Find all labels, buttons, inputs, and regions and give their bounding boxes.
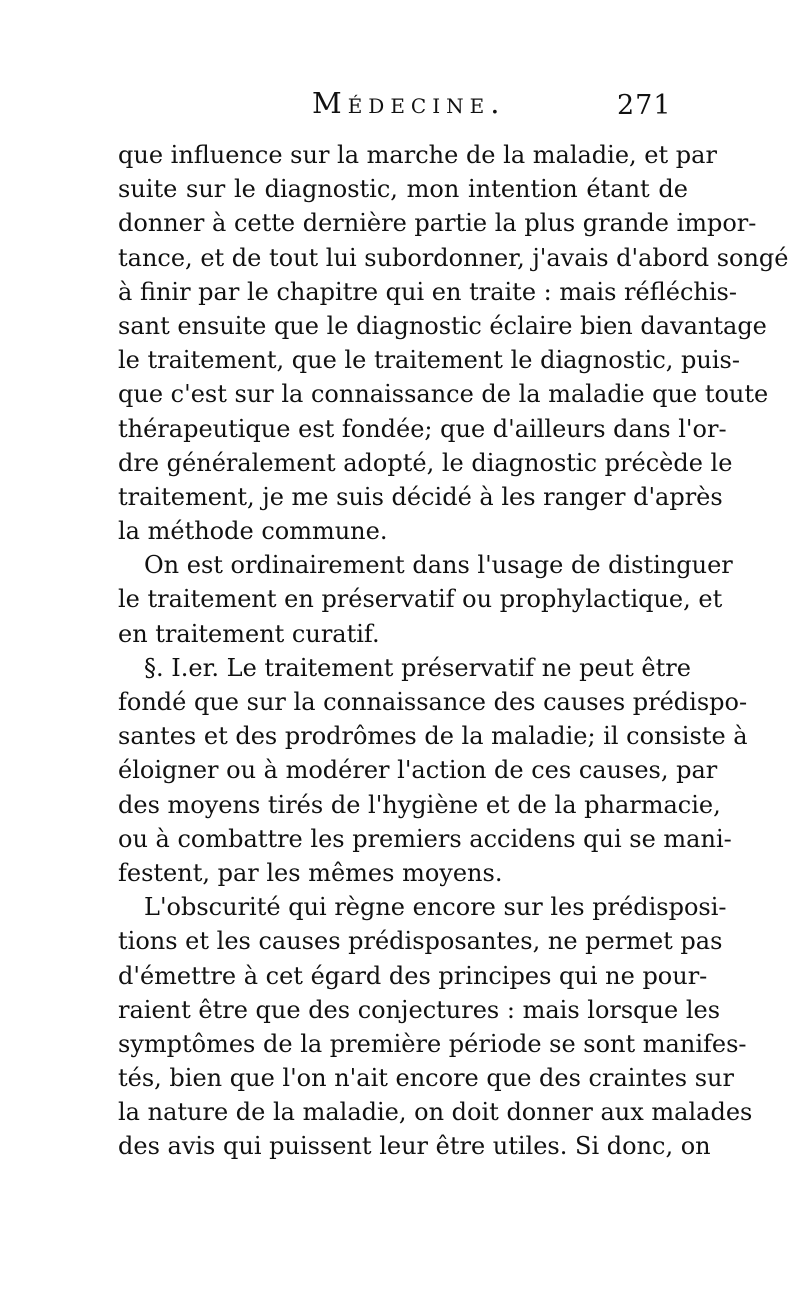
text-line: la nature de la maladie, on doit donner aux malades [118,1098,753,1127]
text-line: santes et des prodrômes de la maladie; il consiste à [118,722,748,751]
text-line: tance, et de tout lui subordonner, j'avais d'abord songé [118,243,789,272]
text-line: donner à cette dernière partie la plus grande impor- [118,209,757,238]
text-line: §. I.er. Le traitement préservatif ne peut être [144,653,691,682]
text-line: thérapeutique est fondée; que d'ailleurs dans l'or- [118,414,727,443]
text-line: On est ordinairement dans l'usage de distinguer [144,551,733,580]
text-line: que c'est sur la connaissance de la maladie que toute [118,380,769,409]
text-line: dre généralement adopté, le diagnostic précède le [118,448,733,477]
text-line: à finir par le chapitre qui en traite : mais réfléchis- [118,277,737,306]
text-line: traitement, je me suis décidé à les ranger d'après [118,482,723,511]
body-text [118,138,789,1164]
text-line: d'émettre à cet égard des principes qui ne pour- [118,961,708,990]
text-line: la méthode commune. [118,517,388,546]
text-line: tés, bien que l'on n'ait encore que des craintes sur [118,1064,734,1093]
page-number: 271 [617,90,672,121]
text-line: tions et les causes prédisposantes, ne permet pas [118,927,723,956]
text-line: éloigner ou à modérer l'action de ces causes, par [118,756,718,785]
text-line: en traitement curatif. [118,619,380,648]
text-line: le traitement, que le traitement le diagnostic, puis- [118,346,740,375]
text-line: fondé que sur la connaissance des causes prédispo- [118,688,748,716]
text-line: des moyens tirés de l'hygiène et de la pharmacie, [118,790,721,819]
text-line: sant ensuite que le diagnostic éclaire bien davantage [118,311,767,340]
text-line: des avis qui puissent leur être utiles. Si donc, on [118,1132,711,1161]
text-line: symptômes de la première période se sont manifes- [118,1029,747,1058]
text-line: que influence sur la marche de la maladie, et par [118,141,717,169]
text-line: le traitement en préservatif ou prophylactique, et [118,585,723,614]
text-line: suite sur le diagnostic, mon intention étant de [118,175,688,204]
running-title: Médecine. [312,86,506,120]
text-line: L'obscurité qui règne encore sur les prédisposi- [144,893,727,922]
text-line: festent, par les mêmes moyens. [118,858,503,887]
text-line: ou à combattre les premiers accidens qui se mani- [118,824,732,853]
running-head [0,86,800,126]
text-line: raient être que des conjectures : mais lorsque les [118,995,721,1024]
